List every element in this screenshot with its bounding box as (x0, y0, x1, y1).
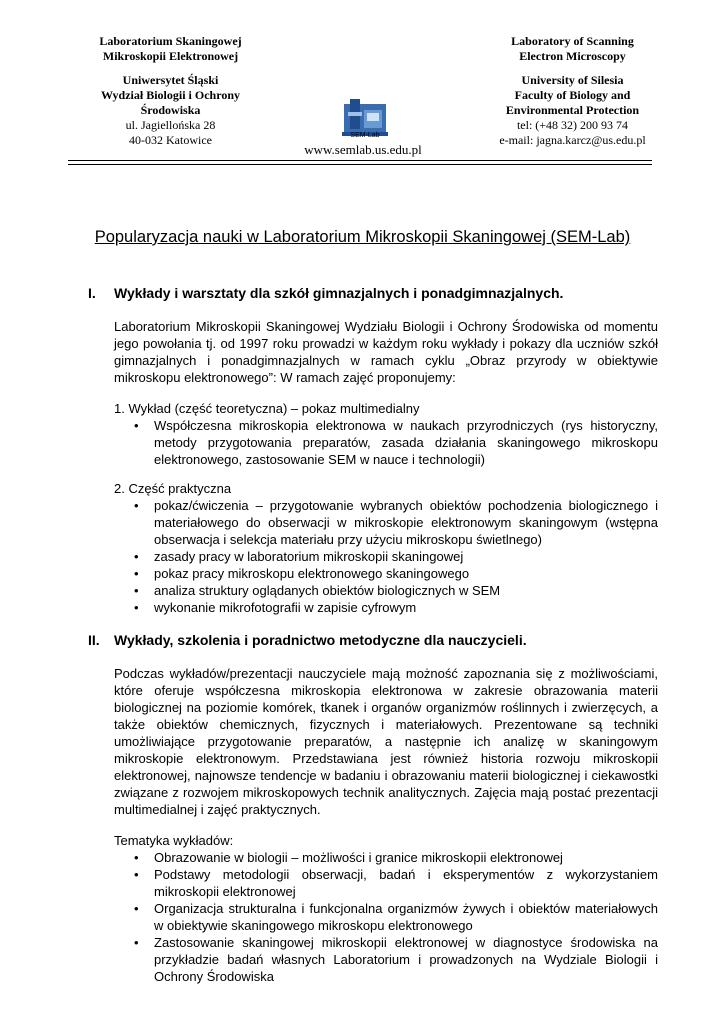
phone: tel: (+48 32) 200 93 74 (516, 118, 629, 132)
email: e-mail: jagna.karcz@us.edu.pl (499, 133, 646, 147)
section-2-intro: Podczas wykładów/prezentacji nauczyciele mają możność zapoznania się z możliwościami, które oferuje współczesna mikroskopia elektronowa w zakresie obrazowania materii biologicznej na poziomie komórek, tkanek i organów organizmów roślinnych i zwierzęcych, a także obiektów chemicznych, fizycznych i materiałowych. Prezentowane są techniki umożliwiające przygotowanie preparatów, a następnie ich analizę w skaningowym mikroskopie elektronowym. Przedstawiana jest również historia rozwoju mikroskopii elektronowej, najnowsze tendencje w badaniu i obrazowaniu materii biologicznej i ciekawostki związane z rozwojem mikroskopowych technik analitycznych. Zajęcia mają postać prezentacji multimedialnej i zajęć praktycznych. (114, 666, 658, 817)
lab-name-line: Laboratorium Skaningowej (99, 34, 242, 48)
section-1-number: I. (88, 285, 96, 301)
header-right-address (470, 34, 675, 148)
part-1-title: 1. Wykład (część teoretyczna) – pokaz multimedialny (114, 401, 420, 416)
section-2-title: Wykłady, szkolenia i poradnictwo metodyczne dla nauczycieli. (114, 632, 527, 648)
university-line: University of Silesia (521, 73, 624, 87)
list-item: • pokaz/ćwiczenia – przygotowanie wybranych obiektów pochodzenia biologicznego i materiałowego do obserwacji w mikroskopie elektronowym skaningowym (wstępna obserwacja i selekcja materiału przy użyciu mikroskopu świetlnego) (114, 497, 658, 548)
list-item: • pokaz pracy mikroskopu elektronowego skaningowego (114, 565, 658, 582)
list-item: • Zastosowanie skaningowej mikroskopii elektronowej w diagnostyce środowiska na przykładzie badań własnych Laboratorium i prowadzonych na Wydziale Biologii i Ochrony Środowiska (114, 934, 658, 985)
section-1-intro: Laboratorium Mikroskopii Skaningowej Wydziału Biologii i Ochrony Środowiska od momentu jego powołania tj. od 1997 roku prowadzi w każdym roku wykłady i pokazy dla uczniów szkół gimnazjalnych i ponadgimnazjalnych w ramach cyklu „Obraz przyrody w obiektywie mikroskopu elektronowego”: W ramach zajęć proponujemy: (114, 319, 658, 385)
section-1-title: Wykłady i warsztaty dla szkół gimnazjalnych i ponadgimnazjalnych. (114, 285, 564, 301)
logo-caption: SEM-Lab (350, 132, 380, 139)
part-2-title: 2. Część praktyczna (114, 481, 232, 496)
part-2-list (88, 497, 658, 616)
list-item: • zasady pracy w laboratorium mikroskopii skaningowej (114, 548, 658, 565)
topics-title: Tematyka wykładów: (114, 833, 234, 848)
list-item: • Organizacja strukturalna i funkcjonalna organizmów żywych i obiektów materiałowych w obiektywie skaningowego mikroskopu elektronowego (114, 900, 658, 934)
topics-list (88, 849, 658, 985)
header-rule-thin (68, 164, 652, 165)
section-2-heading (88, 632, 658, 649)
list-item: • Współczesna mikroskopia elektronowa w naukach przyrodniczych (rys historyczny, metody przygotowania preparatów, zasada działania skaningowego mikroskopu elektronowego, zastosowanie SEM w nauce i technologii) (114, 417, 658, 468)
street-address: ul. Jagiellońska 28 (125, 118, 216, 132)
faculty-line: Environmental Protection (505, 103, 640, 117)
document-body (88, 285, 658, 985)
list-item: • Podstawy metodologii obserwacji, badań i eksperymentów z wykorzystaniem mikroskopii elektronowej (114, 866, 658, 900)
header-rule (68, 160, 652, 161)
section-2-number: II. (88, 632, 100, 648)
faculty-line: Środowiska (140, 103, 201, 117)
university-line: Uniwersytet Śląski (122, 73, 219, 87)
header-left-address (68, 34, 273, 148)
lab-name-line: Laboratory of Scanning (511, 34, 634, 48)
part-1-list (88, 417, 658, 468)
postal-address: 40-032 Katowice (129, 133, 212, 147)
page-title: Popularyzacja nauki w Laboratorium Mikroskopii Skaningowej (SEM-Lab) (94, 228, 631, 246)
faculty-line: Faculty of Biology and (514, 88, 631, 102)
lab-name-line: Mikroskopii Elektronowej (102, 49, 239, 63)
section-1-heading (88, 285, 658, 302)
lab-name-line: Electron Microscopy (519, 49, 626, 63)
faculty-line: Wydział Biologii i Ochrony (100, 88, 240, 102)
website-link[interactable]: www.semlab.us.edu.pl (304, 142, 422, 157)
list-item: • analiza struktury oglądanych obiektów biologicznych w SEM (114, 582, 658, 599)
list-item: • Obrazowanie w biologii – możliwości i granice mikroskopii elektronowej (114, 849, 658, 866)
list-item: • wykonanie mikrofotografii w zapisie cyfrowym (114, 599, 658, 616)
